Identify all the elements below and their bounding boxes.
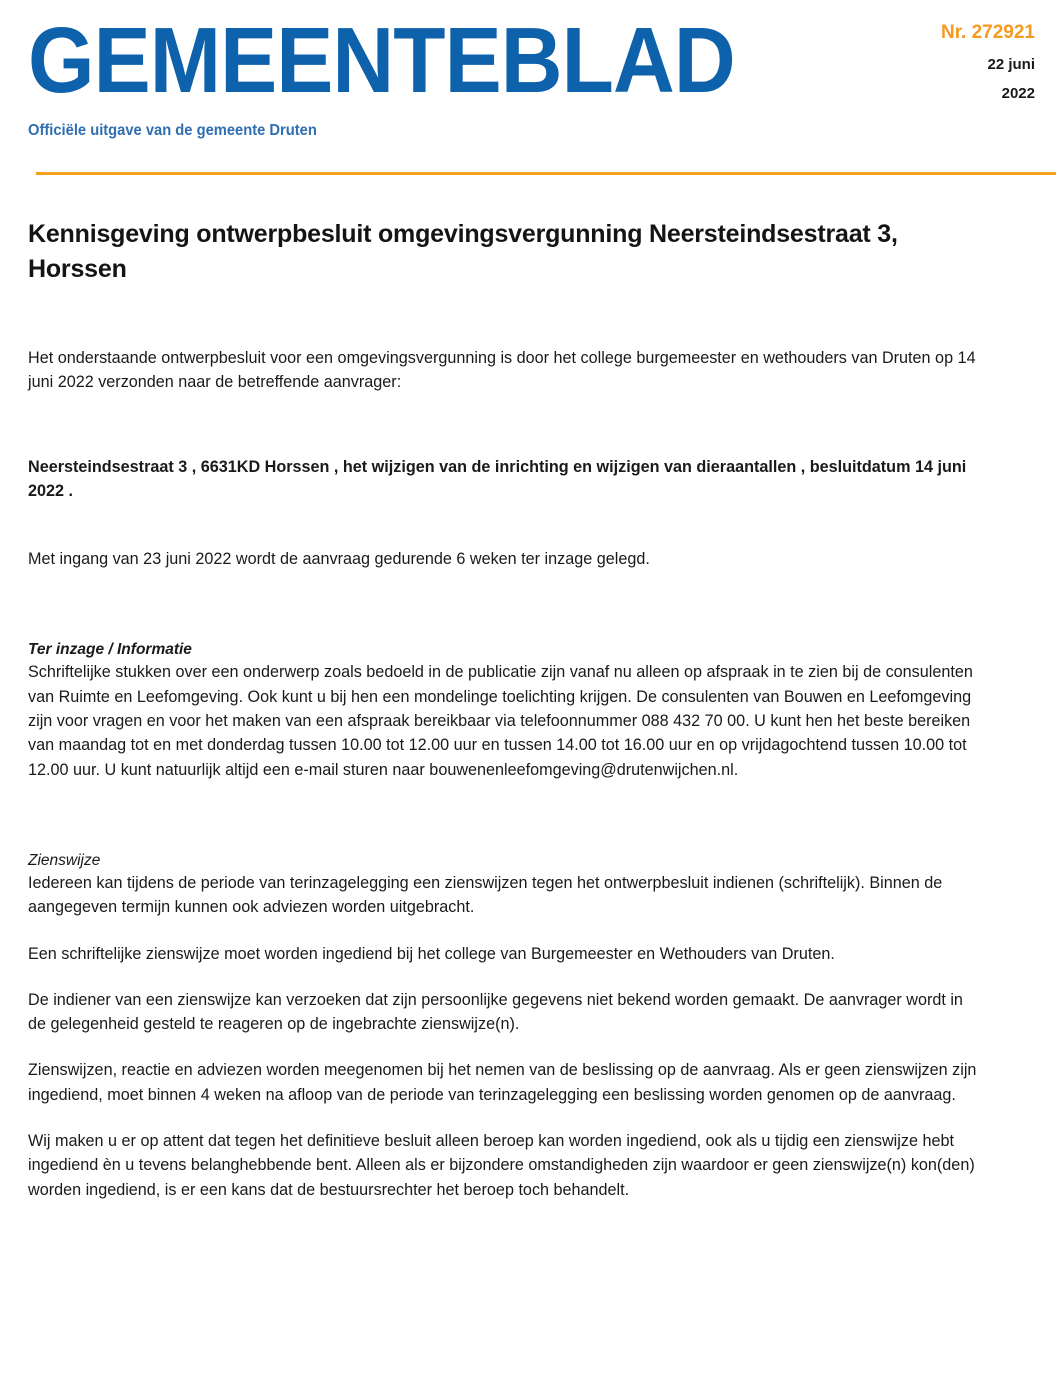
inzage-notice: Met ingang van 23 juni 2022 wordt de aanvraag gedurende 6 weken ter inzage gelegd. [28,550,650,569]
issue-year: 2022 [1001,85,1035,103]
header-divider [36,172,1056,175]
publication-title: GEMEENTEBLAD [28,8,735,112]
issue-info [795,22,1035,103]
section-paragraph: Iedereen kan tijdens de periode van terinzagelegging een zienswijzen tegen het ontwerpbesluit indienen (schriftelijk). Binnen de aangegeven termijn kunnen ook adviezen worden uitgebracht. [28,873,943,917]
section-paragraph: Schriftelijke stukken over een onderwerp zoals bedoeld in de publicatie zijn vanaf nu alleen op afspraak in te zien bij de consulenten van Ruimte en Leefomgeving. Ook kunt u bij hen een mondelinge toelichting krijgen. De consulenten van Bouwen en Leefomgeving zijn voor vragen en voor het maken van een afspraak bereikbaar via telefoonnummer 088 432 70 00. U kunt hen het beste bereiken van maandag tot en met donderdag tussen 10.00 tot 12.00 uur en tussen 14.00 tot 16.00 uur en op vrijdagochtend tussen 10.00 tot 12.00 uur. U kunt natuurlijk altijd een e-mail sturen naar bouwenenleefomgeving@drutenwijchen.nl. [28,663,973,779]
document-title: Kennisgeving ontwerpbesluit omgevingsvergunning Neersteindsestraat 3, Horssen [28,220,898,283]
section-heading-zienswijze: Zienswijze [28,851,101,869]
section-zienswijze [28,852,1035,1202]
intro-paragraph: Het onderstaande ontwerpbesluit voor een omgevingsvergunning is door het college burgemeester en wethouders van Druten op 14 juni 2022 verzonden naar de betreffende aanvrager: [28,349,976,392]
section-paragraph: Wij maken u er op attent dat tegen het definitieve besluit alleen beroep kan worden ingediend, ook als u tijdig een zienswijze hebt ingediend èn u tevens belanghebbende bent. Alleen als er bijzondere omstandigheden zijn waardoor er geen zienswijze(n) kon(den) worden ingediend, is er een kans dat de bestuursrechter het beroep toch behandelt. [28,1132,975,1199]
issue-number: Nr. 272921 [940,22,1035,43]
document-content [28,217,1035,1202]
publication-subtitle: Officiële uitgave van de gemeente Druten [28,122,317,139]
section-ter-inzage [28,641,1035,781]
issue-date: 22 juni [987,55,1035,73]
section-paragraph: De indiener van een zienswijze kan verzoeken dat zijn persoonlijke gegevens niet bekend worden gemaakt. De aanvrager wordt in de gelegenheid gesteld te reageren op de ingebrachte zienswijze(n). [28,990,963,1034]
permit-details: Neersteindsestraat 3 , 6631KD Horssen , het wijzigen van de inrichting en wijzigen van dieraantallen , besluitdatum 14 juni 2022 . [28,457,967,500]
section-paragraph: Zienswijzen, reactie en adviezen worden meegenomen bij het nemen van de beslissing op de aanvraag. Als er geen zienswijzen zijn ingediend, moet binnen 4 weken na afloop van de periode van terinzagelegging een beslissing worden genomen op de aanvraag. [28,1061,977,1104]
section-paragraph: Een schriftelijke zienswijze moet worden ingediend bij het college van Burgemeester en Wethouders van Druten. [28,944,835,963]
masthead [28,0,1035,158]
section-heading-ter-inzage: Ter inzage / Informatie [28,641,192,659]
